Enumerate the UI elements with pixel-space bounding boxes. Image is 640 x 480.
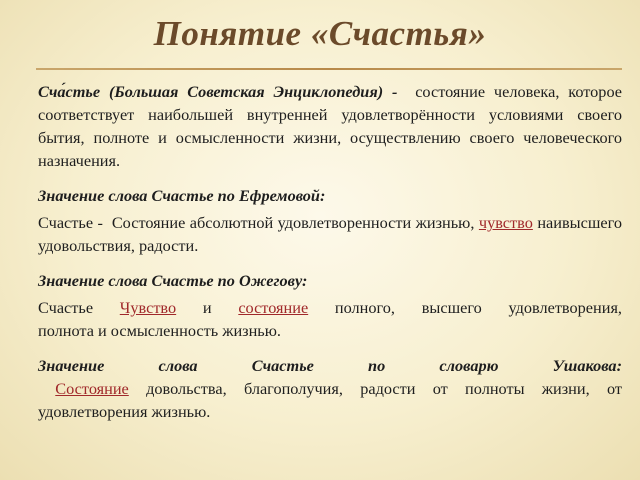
ushakov-definition bbox=[38, 377, 622, 423]
ushakov-text: довольства, благополучия, радости от полноты жизни, от удовлетворения жизнью. bbox=[38, 379, 622, 421]
ozhegov-line1-rest: полного, высшего удовлетворения, bbox=[334, 298, 622, 317]
efremova-text-end: наивысшего удовольствия, радости. bbox=[38, 213, 622, 255]
ozhegov-definition bbox=[38, 296, 622, 342]
efremova-definition bbox=[38, 211, 622, 257]
efremova-heading: Значение слова Счастье по Ефремовой: bbox=[38, 186, 326, 205]
link-sostoyanie-ushakov[interactable]: Состояние bbox=[55, 379, 129, 398]
ozhegov-line1 bbox=[38, 296, 622, 319]
bse-definition bbox=[38, 80, 622, 172]
link-chuvstvo[interactable]: чувство bbox=[478, 213, 533, 232]
link-chuvstvo-ozhegov[interactable]: Чувство bbox=[119, 298, 177, 317]
bse-definition-text: состояние человека, которое соответствует наибольшей внутренней удовлетворённости условиями своего бытия, полноте и осмысленности жизни, осуществлению своего человеческого назначения. bbox=[38, 82, 623, 170]
efremova-lead: Счастье - bbox=[38, 213, 103, 232]
ushakov-heading: Значение слова Счастье по словарю Ушакова: bbox=[38, 356, 622, 375]
content-area bbox=[38, 80, 622, 435]
page-title: Понятие «Счастья» bbox=[153, 14, 487, 53]
ozhegov-conj: и bbox=[202, 298, 212, 317]
title-divider bbox=[36, 68, 622, 70]
ozhegov-lead: Счастье bbox=[38, 298, 94, 317]
bse-term: Сча́стье (Большая Советская Энциклопедия) - bbox=[38, 82, 398, 101]
ozhegov-heading: Значение слова Счастье по Ожегову: bbox=[38, 271, 308, 290]
ozhegov-line2: полнота и осмысленность жизнью. bbox=[38, 321, 281, 340]
efremova-text: Состояние абсолютной удовлетворенности жизнью, bbox=[111, 213, 475, 232]
link-sostoyanie-ozhegov[interactable]: состояние bbox=[238, 298, 309, 317]
